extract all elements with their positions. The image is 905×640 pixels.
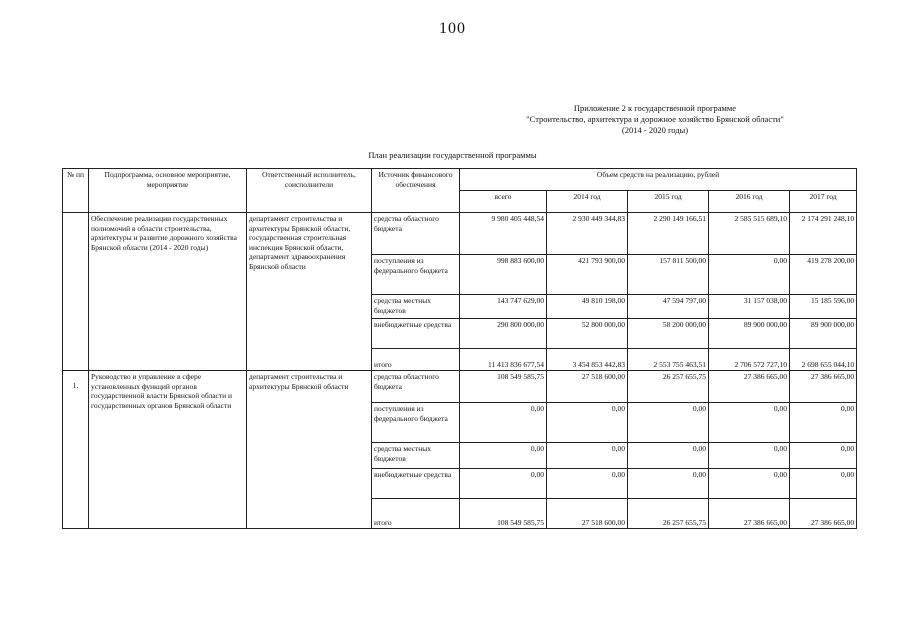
amount-y2014: 52 800 000,00 [547,319,628,349]
amount-y2017: 0,00 [790,443,857,469]
amount-y2015: 2 553 755 463,51 [628,349,709,371]
amount-y2017: 419 278 200,00 [790,255,857,295]
amount-y2016: 2 706 572 727,10 [709,349,790,371]
row-number [63,213,89,371]
amount-y2015: 0,00 [628,469,709,499]
amount-total: 998 883 600,00 [460,255,547,295]
plan-table [62,168,857,529]
amount-y2014: 49 810 198,00 [547,295,628,319]
appendix-line-2: "Строительство, архитектура и дорожное хозяйство Брянской области" [526,114,784,124]
header-num: № пп [63,169,89,213]
source-cell: поступления из федерального бюджета [372,403,460,443]
amount-y2016: 31 157 038,00 [709,295,790,319]
amount-total: 0,00 [460,443,547,469]
amount-total: 143 747 629,00 [460,295,547,319]
amount-y2014: 27 518 600,00 [547,371,628,403]
table-row [63,213,857,255]
page-number: 100 [439,20,466,37]
executor-cell: департамент строительства и архитектуры Брянской области, государственная строительная инспекция Брянской области, департамент здравоохранения Брянской области [247,213,372,371]
amount-y2015: 157 811 500,00 [628,255,709,295]
amount-y2015: 47 594 797,00 [628,295,709,319]
amount-y2016: 89 900 000,00 [709,319,790,349]
amount-y2015: 0,00 [628,403,709,443]
amount-y2014: 0,00 [547,403,628,443]
amount-y2017: 27 386 665,00 [790,371,857,403]
source-cell: итого [372,349,460,371]
amount-y2014: 2 930 449 344,83 [547,213,628,255]
appendix-note [500,103,810,136]
amount-total: 290 800 000,00 [460,319,547,349]
amount-y2015: 2 290 149 166,51 [628,213,709,255]
amount-y2016: 0,00 [709,469,790,499]
amount-y2015: 58 200 000,00 [628,319,709,349]
table-body [63,213,857,529]
header-2017: 2017 год [790,191,857,213]
source-cell: средства областного бюджета [372,371,460,403]
header-total: всего [460,191,547,213]
appendix-line-1: Приложение 2 к государственной программе [573,103,737,113]
amount-y2016: 2 585 515 689,10 [709,213,790,255]
amount-y2014: 0,00 [547,469,628,499]
amount-y2017: 2 698 655 044,10 [790,349,857,371]
source-cell: средства местных бюджетов [372,295,460,319]
source-cell: поступления из федерального бюджета [372,255,460,295]
source-cell: средства областного бюджета [372,213,460,255]
amount-y2015: 26 257 655,75 [628,371,709,403]
amount-y2014: 27 518 600,00 [547,499,628,529]
header-executor: Ответственный исполнитель, соисполнители [247,169,372,213]
amount-y2015: 26 257 655,75 [628,499,709,529]
amount-y2017: 89 900 000,00 [790,319,857,349]
executor-cell: департамент строительства и архитектуры Брянской области [247,371,372,529]
amount-total: 0,00 [460,403,547,443]
amount-y2015: 0,00 [628,443,709,469]
program-cell: Руководство и управление в сфере установленных функций органов государственной власти Брянской области и государственных органов Брянской области [89,371,247,529]
amount-y2014: 0,00 [547,443,628,469]
amount-total: 108 549 585,75 [460,499,547,529]
header-volume: Объем средств на реализацию, рублей [460,169,857,191]
table-row [63,371,857,403]
amount-y2017: 2 174 291 248,10 [790,213,857,255]
plan-title: План реализации государственной программы [368,150,537,160]
table-header [63,169,857,213]
source-cell: средства местных бюджетов [372,443,460,469]
program-cell: Обеспечение реализации государственных полномочий в области строительства, архитектуры и развитие дорожного хозяйства Брянской области (2014 - 2020 годы) [89,213,247,371]
amount-total: 0,00 [460,469,547,499]
amount-total: 108 549 585,75 [460,371,547,403]
appendix-line-3: (2014 - 2020 годы) [621,125,689,135]
amount-total: 9 980 405 448,54 [460,213,547,255]
amount-y2014: 3 454 853 442,83 [547,349,628,371]
amount-y2017: 0,00 [790,469,857,499]
source-cell: внебюджетные средства [372,469,460,499]
header-2015: 2015 год [628,191,709,213]
header-2014: 2014 год [547,191,628,213]
source-cell: итого [372,499,460,529]
amount-y2014: 421 793 900,00 [547,255,628,295]
amount-y2016: 0,00 [709,403,790,443]
amount-y2017: 15 185 596,00 [790,295,857,319]
row-number: 1. [63,371,89,529]
header-program: Подпрограмма, основное мероприятие, мероприятие [89,169,247,213]
amount-y2016: 0,00 [709,255,790,295]
amount-y2017: 27 386 665,00 [790,499,857,529]
amount-total: 11 413 836 677,54 [460,349,547,371]
header-source: Источник финансового обеспечения [372,169,460,213]
amount-y2016: 27 386 665,00 [709,499,790,529]
amount-y2017: 0,00 [790,403,857,443]
amount-y2016: 27 386 665,00 [709,371,790,403]
source-cell: внебюджетные средства [372,319,460,349]
amount-y2016: 0,00 [709,443,790,469]
header-2016: 2016 год [709,191,790,213]
